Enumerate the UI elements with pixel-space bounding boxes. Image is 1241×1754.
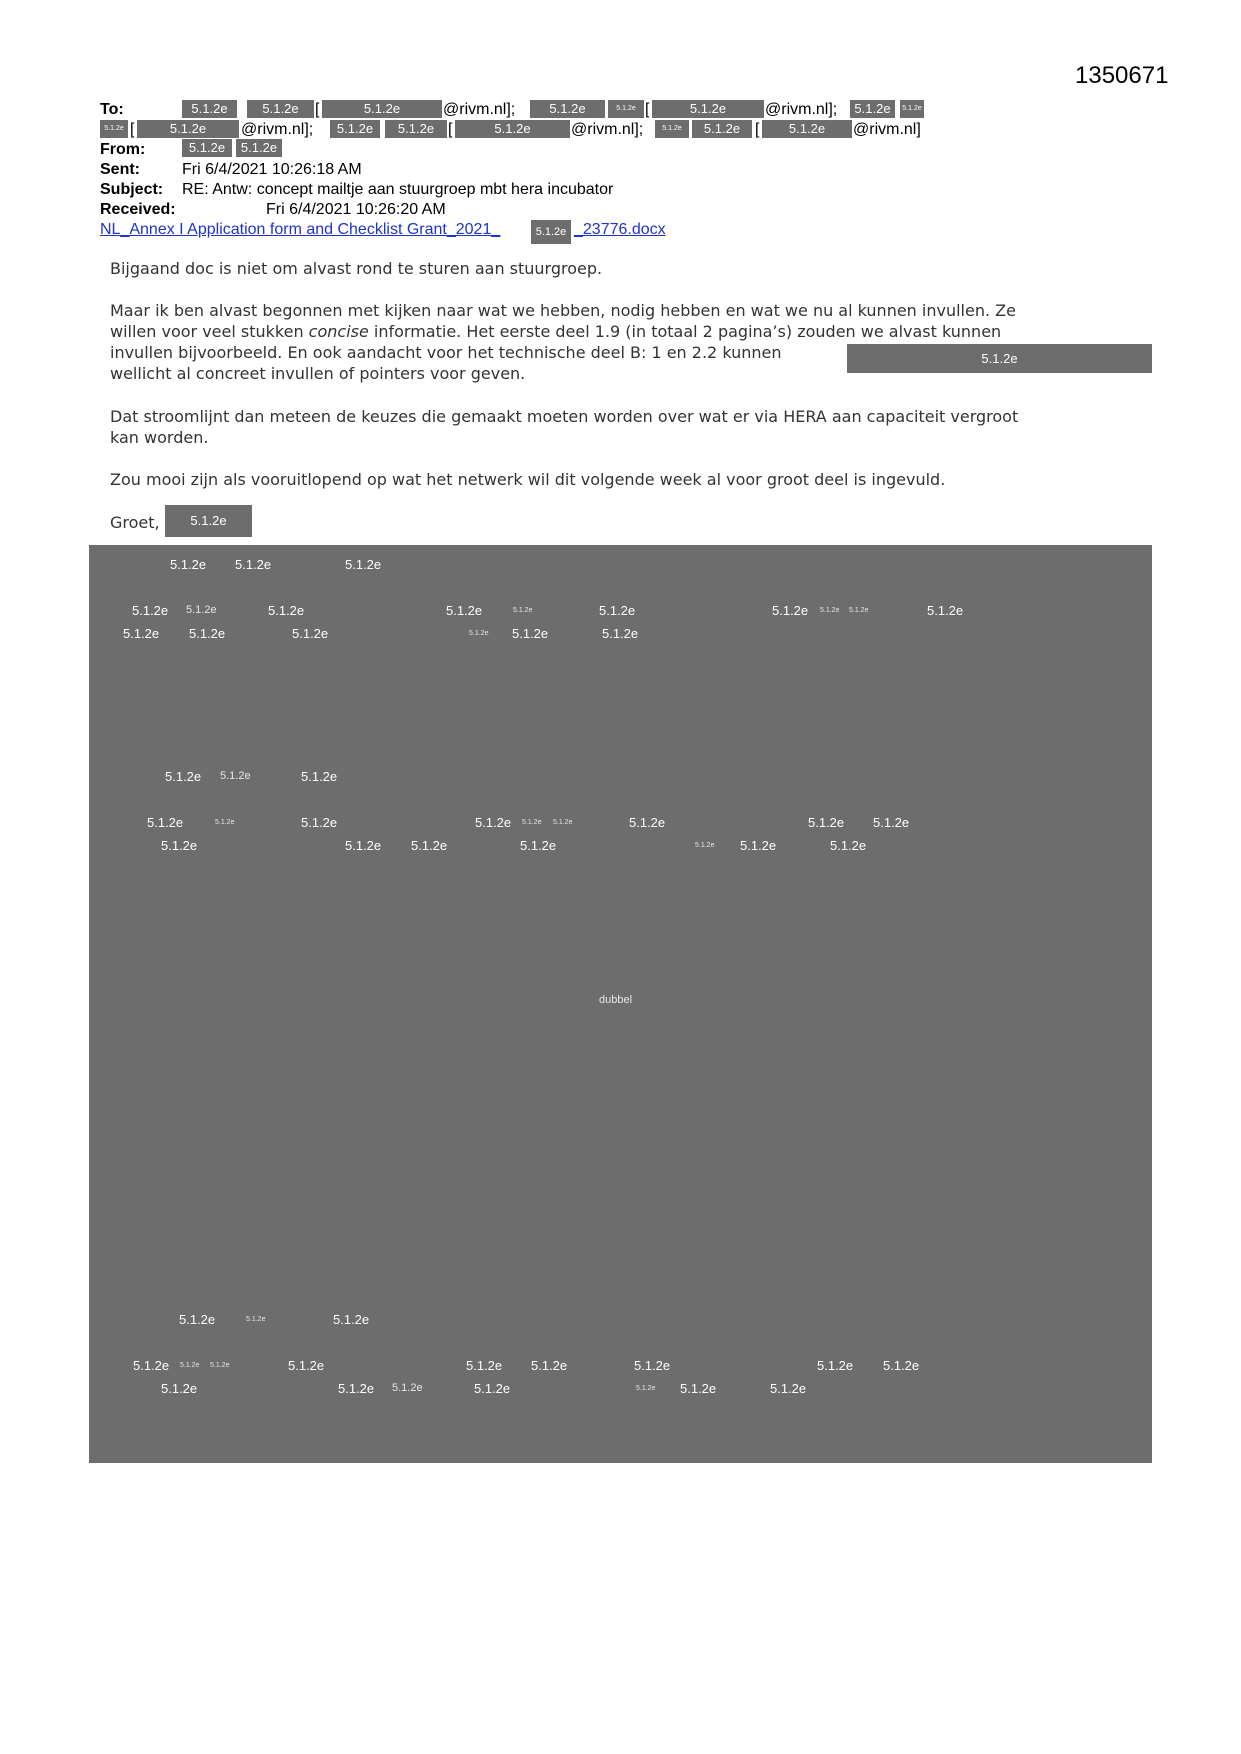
redaction: 5.1.2e — [531, 220, 571, 244]
redaction-label: 5.1.2e — [474, 1381, 511, 1396]
redaction: 5.1.2e — [692, 120, 752, 138]
redaction: 5.1.2e — [608, 100, 644, 118]
redaction-label: 5.1.2e — [740, 838, 777, 853]
attachment-link-part1[interactable]: NL_Annex I Application form and Checklist Grant_2021_ — [100, 221, 501, 238]
body-line: wellicht al concreet invullen of pointers voor geven. — [110, 364, 526, 383]
redaction-label: 5.1.2e — [189, 626, 226, 641]
redaction-label: 5.1.2e — [268, 603, 305, 618]
from-label: From: — [100, 141, 146, 158]
redaction-label: 5.1.2e — [772, 603, 809, 618]
redaction: 5.1.2e — [850, 100, 895, 118]
redaction: 5.1.2e — [137, 120, 239, 138]
redaction-label: 5.1.2e — [301, 815, 338, 830]
redaction-label: 5.1.2e — [147, 815, 184, 830]
redaction-label: 5.1.2e — [165, 769, 202, 784]
body-line: Maar ik ben alvast begonnen met kijken naar wat we hebben, nodig hebben en wat we nu al kunnen invullen. Ze — [110, 301, 1016, 320]
redaction: 5.1.2e — [847, 344, 1152, 373]
redaction: 5.1.2e — [165, 505, 252, 537]
redaction-label: 5.1.2e — [301, 769, 338, 784]
redaction: 5.1.2e — [330, 120, 380, 138]
body-line: invullen bijvoorbeeld. En ook aandacht voor het technische deel B: 1 en 2.2 kunnen — [110, 343, 782, 362]
redaction-label: 5.1.2e — [333, 1312, 370, 1327]
bracket: [ — [315, 101, 320, 118]
redaction: 5.1.2e — [455, 120, 570, 138]
redaction-label: 5.1.2e — [817, 1358, 854, 1373]
redaction: 5.1.2e — [182, 100, 237, 118]
redaction-label: 5.1.2e — [235, 557, 272, 572]
redaction-label: 5.1.2e — [179, 1312, 216, 1327]
redaction-label: 5.1.2e — [513, 607, 533, 614]
email-domain: @rivm.nl]; — [241, 121, 314, 138]
body-line: willen voor veel stukken concise informatie. Het eerste deel 1.9 (in totaal 2 pagina’s) zouden we alvast kunnen — [110, 322, 1002, 341]
redaction: 5.1.2e — [182, 139, 232, 157]
redaction-label: 5.1.2e — [475, 815, 512, 830]
sent-value: Fri 6/4/2021 10:26:18 AM — [182, 161, 362, 178]
redaction-label: 5.1.2e — [338, 1381, 375, 1396]
received-label: Received: — [100, 201, 176, 218]
redaction: 5.1.2e — [762, 120, 852, 138]
received-value: Fri 6/4/2021 10:26:20 AM — [266, 201, 446, 218]
redaction-label: 5.1.2e — [220, 770, 251, 782]
body-paragraph: Bijgaand doc is niet om alvast rond te sturen aan stuurgroep. — [110, 259, 603, 278]
redaction: 5.1.2e — [655, 120, 689, 138]
bracket: [ — [448, 121, 453, 138]
bracket: [ — [755, 121, 760, 138]
email-body — [110, 512, 170, 533]
email-body — [110, 469, 1140, 490]
bracket: [ — [130, 121, 135, 138]
redaction-label: 5.1.2e — [927, 603, 964, 618]
redaction-label: 5.1.2e — [288, 1358, 325, 1373]
redaction-label: 5.1.2e — [680, 1381, 717, 1396]
redaction-label: 5.1.2e — [531, 1358, 568, 1373]
redaction-label: 5.1.2e — [808, 815, 845, 830]
redaction-label: 5.1.2e — [883, 1358, 920, 1373]
redaction: 5.1.2e — [385, 120, 447, 138]
redaction-label: 5.1.2e — [629, 815, 666, 830]
redaction-label: 5.1.2e — [161, 1381, 198, 1396]
redaction-label: 5.1.2e — [215, 819, 235, 826]
document-number: 1350671 — [1075, 62, 1169, 89]
attachment-link-part2[interactable]: _23776.docx — [574, 221, 666, 238]
redaction-label: 5.1.2e — [133, 1358, 170, 1373]
redaction-label: 5.1.2e — [345, 838, 382, 853]
redaction-label: 5.1.2e — [553, 819, 573, 826]
redaction-label: 5.1.2e — [873, 815, 910, 830]
redaction-label: 5.1.2e — [411, 838, 448, 853]
body-paragraph: Zou mooi zijn als vooruitlopend op wat het netwerk wil dit volgende week al voor groot deel is ingevuld. — [110, 470, 946, 489]
redaction-label: 5.1.2e — [602, 626, 639, 641]
redaction-label: 5.1.2e — [849, 607, 869, 614]
redaction-label: 5.1.2e — [770, 1381, 807, 1396]
email-domain: @rivm.nl]; — [765, 101, 838, 118]
email-domain: @rivm.nl]; — [443, 101, 516, 118]
subject-value: RE: Antw: concept mailtje aan stuurgroep mbt hera incubator — [182, 181, 614, 198]
sent-label: Sent: — [100, 161, 140, 178]
redacted-block-label: dubbel — [599, 994, 633, 1006]
redaction-label: 5.1.2e — [466, 1358, 503, 1373]
redaction-label: 5.1.2e — [469, 630, 489, 637]
redaction-label: 5.1.2e — [830, 838, 867, 853]
redaction-label: 5.1.2e — [180, 1362, 200, 1369]
redaction-label: 5.1.2e — [512, 626, 549, 641]
redacted-block — [89, 545, 1152, 1463]
body-line: Dat stroomlijnt dan meteen de keuzes die gemaakt moeten worden over wat er via HERA aan capaciteit vergroot — [110, 407, 1019, 426]
redaction: 5.1.2e — [900, 100, 924, 118]
redaction-label: 5.1.2e — [634, 1358, 671, 1373]
redaction-label: 5.1.2e — [520, 838, 557, 853]
email-body — [110, 258, 1140, 279]
redaction: 5.1.2e — [530, 100, 605, 118]
redaction-label: 5.1.2e — [636, 1385, 656, 1392]
redaction-label: 5.1.2e — [446, 603, 483, 618]
redaction-label: 5.1.2e — [123, 626, 160, 641]
redaction-label: 5.1.2e — [186, 604, 217, 616]
redaction-label: 5.1.2e — [695, 842, 715, 849]
redaction: 5.1.2e — [236, 139, 282, 157]
redaction-label: 5.1.2e — [345, 557, 382, 572]
redaction-label: 5.1.2e — [210, 1362, 230, 1369]
redaction-label: 5.1.2e — [820, 607, 840, 614]
redaction: 5.1.2e — [100, 120, 128, 138]
redaction-label: 5.1.2e — [599, 603, 636, 618]
redaction-label: 5.1.2e — [522, 819, 542, 826]
greeting: Groet, — [110, 513, 160, 532]
redaction-label: 5.1.2e — [170, 557, 207, 572]
subject-label: Subject: — [100, 181, 164, 198]
email-domain: @rivm.nl]; — [571, 121, 644, 138]
to-label: To: — [100, 101, 124, 118]
email-body — [110, 406, 1140, 448]
redaction: 5.1.2e — [322, 100, 442, 118]
redaction-label: 5.1.2e — [161, 838, 198, 853]
bracket: [ — [645, 101, 650, 118]
redaction: 5.1.2e — [247, 100, 314, 118]
redaction-label: 5.1.2e — [292, 626, 329, 641]
redaction: 5.1.2e — [652, 100, 764, 118]
redaction-label: 5.1.2e — [132, 603, 169, 618]
body-line: kan worden. — [110, 428, 209, 447]
redaction-label: 5.1.2e — [246, 1316, 266, 1323]
email-domain: @rivm.nl] — [853, 121, 921, 138]
redaction-label: 5.1.2e — [392, 1382, 423, 1394]
